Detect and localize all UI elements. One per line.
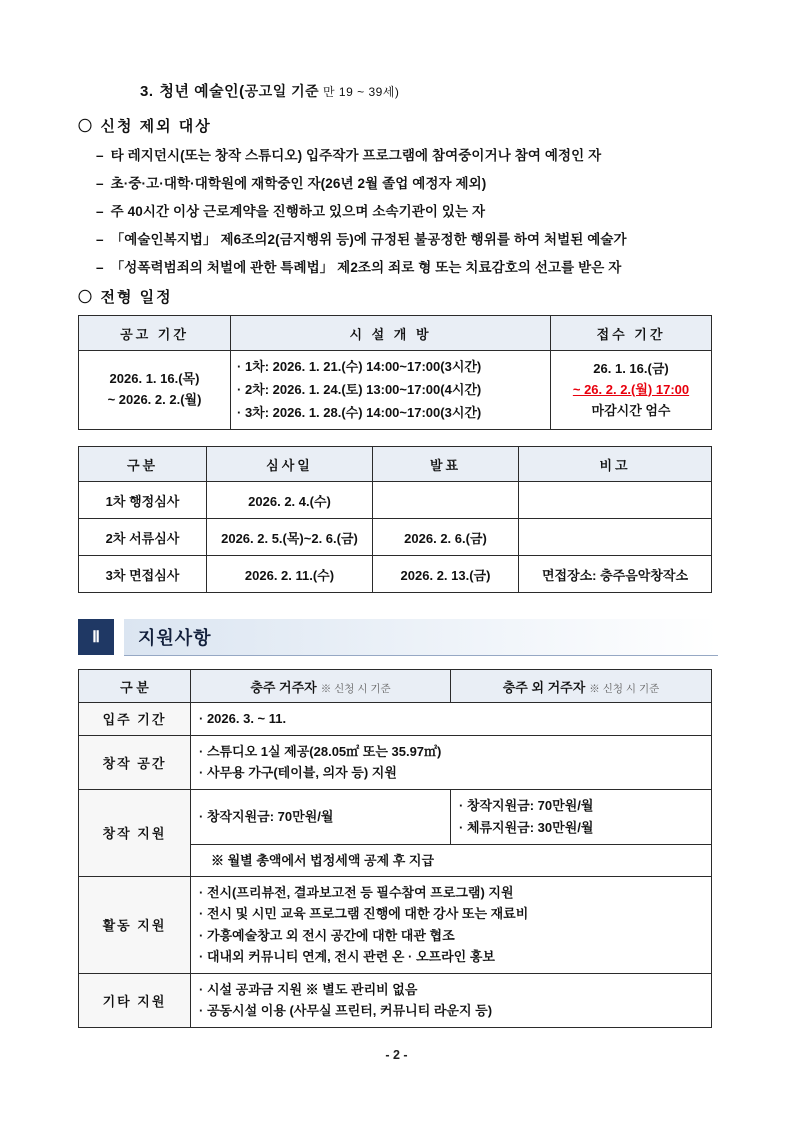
cell-category: 2차 서류심사 — [79, 519, 207, 556]
list-item-3 — [140, 80, 718, 101]
row-label-creative-space: 창작 공간 — [79, 735, 191, 789]
list-item — [96, 228, 718, 248]
page-number: - 2 - — [385, 1048, 408, 1062]
item-3-number: 3. — [140, 83, 154, 100]
table-row — [79, 703, 712, 735]
chungju-resident-label: 충주 거주자 — [250, 679, 317, 695]
col-header-chungju-resident — [191, 670, 451, 703]
page-content — [78, 80, 718, 1028]
cell-residency-period — [191, 703, 712, 735]
reception-line-3: 마감시간 엄수 — [591, 402, 671, 418]
schedule-table-1 — [78, 315, 712, 430]
cell-category: 3차 면접심사 — [79, 556, 207, 593]
cell-creative-support-left — [191, 789, 451, 844]
item-3-bold-inner: 공고일 기준 — [244, 83, 320, 99]
list-item — [96, 172, 718, 192]
item-3-label: 청년 예술인 — [159, 83, 240, 100]
col-header-reception-period: 접수 기간 — [551, 316, 712, 351]
reception-line-1: 26. 1. 16.(금) — [593, 360, 669, 376]
non-chungju-resident-note: ※ 신청 시 기준 — [589, 682, 660, 695]
dash-icon: – — [96, 148, 104, 163]
creative-support-right-line-1: · 창작지원금: 70만원/월 — [459, 798, 594, 814]
col-header-notice-period: 공고 기간 — [79, 316, 231, 351]
cell-remarks: 면접장소: 충주음악창작소 — [519, 556, 712, 593]
cell-announcement: 2026. 2. 6.(금) — [373, 519, 519, 556]
dash-icon: – — [96, 204, 104, 219]
non-chungju-resident-label: 충주 외 거주자 — [502, 679, 586, 695]
list-item — [96, 144, 718, 164]
creative-support-right-line-2: · 체류지원금: 30만원/월 — [459, 819, 594, 835]
table-row — [79, 973, 712, 1027]
notice-period-line-2: ~ 2026. 2. 2.(월) — [107, 392, 202, 408]
activity-support-line-3: · 가흥예술창고 외 전시 공간에 대한 대관 협조 — [199, 927, 455, 943]
activity-support-line-1: · 전시(프리뷰전, 결과보고전 등 필수참여 프로그램) 지원 — [199, 885, 514, 900]
table-header-row — [79, 670, 712, 703]
row-label-residency-period: 입주 기간 — [79, 703, 191, 735]
col-header-division: 구 분 — [79, 670, 191, 703]
list-item-text: 타 레지던시(또는 창작 스튜디오) 입주작가 프로그램에 참여중이거나 참여 예정인 자 — [110, 148, 602, 163]
list-item-text: 「성폭력범죄의 처벌에 관한 특례법」 제2조의 죄로 형 또는 치료감호의 선고를 받은 자 — [110, 260, 622, 275]
residency-period-line: · 2026. 3. ~ 11. — [199, 711, 287, 727]
list-item — [96, 256, 718, 276]
cell-facility-open — [231, 351, 551, 430]
other-support-line-1: · 시설 공과금 지원 ※ 별도 관리비 없음 — [199, 981, 418, 997]
cell-remarks — [519, 482, 712, 519]
cell-activity-support — [191, 877, 712, 974]
facility-open-1: · 1차: 2026. 1. 21.(수) 14:00~17:00(3시간) — [237, 359, 482, 374]
facility-open-3: · 3차: 2026. 1. 28.(수) 14:00~17:00(3시간) — [237, 404, 482, 420]
row-label-creative-support: 창작 지원 — [79, 789, 191, 876]
table-row — [79, 519, 712, 556]
list-item-text: 초·중·고·대학·대학원에 재학중인 자(26년 2월 졸업 예정자 제외) — [110, 176, 487, 191]
circle-marker-icon: 〇 — [78, 289, 93, 305]
dash-icon: – — [96, 176, 104, 191]
cell-review-date: 2026. 2. 4.(수) — [207, 482, 373, 519]
support-table — [78, 669, 712, 1027]
col-header-facility-open: 시 설 개 방 — [231, 316, 551, 351]
table-row — [79, 735, 712, 789]
cell-creative-support-right — [451, 789, 712, 844]
col-header-review-date: 심사일 — [207, 447, 373, 482]
cell-creative-space — [191, 735, 712, 789]
other-support-line-2: · 공동시설 이용 (사무실 프린터, 커뮤니티 라운지 등) — [199, 1003, 493, 1019]
table-row — [79, 556, 712, 593]
item-3-paren-close: ) — [394, 85, 400, 99]
creative-support-left-line-1: · 창작지원금: 70만원/월 — [199, 808, 334, 824]
list-item-text: 주 40시간 이상 근로계약을 진행하고 있으며 소속기관이 있는 자 — [110, 204, 486, 219]
schedule-heading — [78, 286, 718, 307]
exclusion-heading-text: 신청 제외 대상 — [100, 118, 212, 135]
activity-support-line-2: · 전시 및 시민 교육 프로그램 진행에 대한 강사 또는 재료비 — [199, 906, 529, 922]
row-label-other-support: 기타 지원 — [79, 973, 191, 1027]
schedule-heading-text: 전형 일정 — [100, 289, 173, 306]
cell-creative-support-footer: ※ 월별 총액에서 법정세액 공제 후 지급 — [191, 844, 712, 876]
cell-other-support — [191, 973, 712, 1027]
table-row — [79, 351, 712, 430]
facility-open-2: · 2차: 2026. 1. 24.(토) 13:00~17:00(4시간) — [237, 381, 482, 397]
section-header-support — [78, 619, 718, 655]
circle-marker-icon: 〇 — [78, 118, 93, 134]
reception-line-2: ~ 26. 2. 2.(월) 17:00 — [572, 381, 690, 397]
notice-period-line-1: 2026. 1. 16.(목) — [109, 371, 200, 387]
exclusion-heading — [78, 115, 718, 136]
col-header-category: 구분 — [79, 447, 207, 482]
cell-category: 1차 행정심사 — [79, 482, 207, 519]
table-row — [79, 482, 712, 519]
cell-announcement — [373, 482, 519, 519]
item-3-normal-inner: 만 19 ~ 39세 — [319, 85, 395, 99]
row-label-activity-support: 활동 지원 — [79, 877, 191, 974]
cell-remarks — [519, 519, 712, 556]
cell-reception-period — [551, 351, 712, 430]
table-header-row — [79, 447, 712, 482]
dash-icon: – — [96, 232, 104, 247]
table-row — [79, 789, 712, 844]
col-header-remarks: 비고 — [519, 447, 712, 482]
chungju-resident-note: ※ 신청 시 기준 — [320, 682, 391, 695]
section-title: 지원사항 — [138, 627, 212, 648]
cell-notice-period — [79, 351, 231, 430]
creative-space-line-1: · 스튜디오 1실 제공(28.05㎡ 또는 35.97㎡) — [199, 743, 442, 759]
schedule-table-2 — [78, 446, 712, 593]
col-header-announcement: 발표 — [373, 447, 519, 482]
cell-announcement: 2026. 2. 13.(금) — [373, 556, 519, 593]
table-header-row — [79, 316, 712, 351]
activity-support-line-4: · 대내외 커뮤니티 연계, 전시 관련 온 · 오프라인 홍보 — [199, 949, 495, 965]
cell-review-date: 2026. 2. 5.(목)~2. 6.(금) — [207, 519, 373, 556]
cell-review-date: 2026. 2. 11.(수) — [207, 556, 373, 593]
exclusion-list — [78, 144, 718, 276]
list-item — [96, 200, 718, 220]
table-row — [79, 877, 712, 974]
col-header-non-chungju-resident — [451, 670, 712, 703]
creative-space-line-2: · 사무용 가구(테이블, 의자 등) 지원 — [199, 765, 397, 781]
section-number-badge: Ⅱ — [78, 619, 114, 655]
dash-icon: – — [96, 260, 104, 275]
item-3-paren-open: ( — [239, 83, 245, 100]
list-item-text: 「예술인복지법」 제6조의2(금지행위 등)에 규정된 불공정한 행위를 하여 처벌된 예술가 — [110, 232, 627, 247]
section-title-bar — [124, 619, 718, 656]
